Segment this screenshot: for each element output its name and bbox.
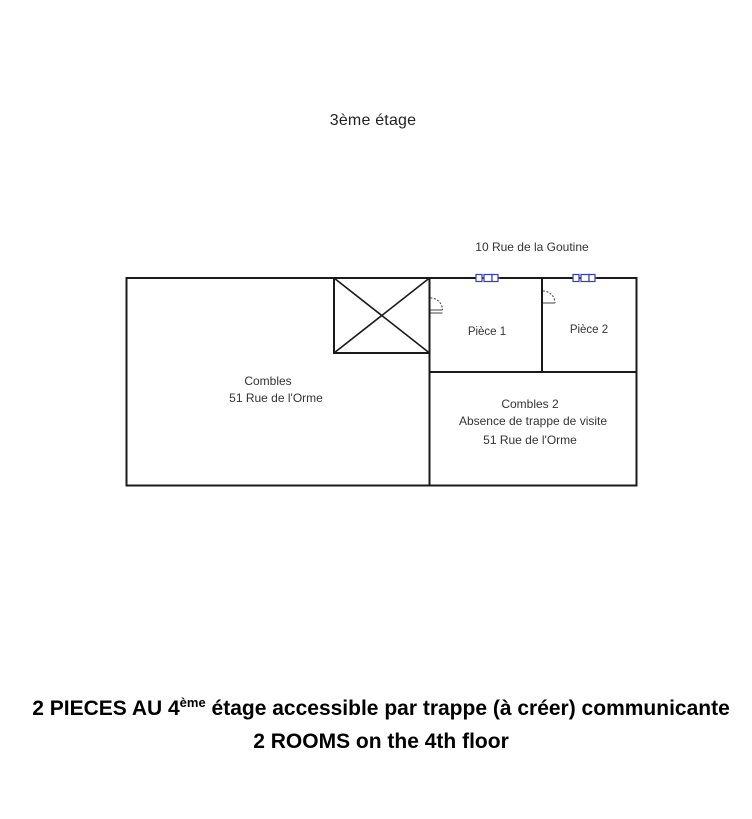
combles-label: Combles xyxy=(244,374,292,388)
stairwell xyxy=(334,278,430,353)
caption-french xyxy=(0,697,752,721)
outer-wall xyxy=(127,278,637,486)
caption-fr-superscript: ème xyxy=(179,695,206,710)
caption-fr-prefix: 2 PIECES AU 4 xyxy=(32,697,180,720)
door-piece1 xyxy=(431,298,443,313)
window-piece2 xyxy=(573,275,597,282)
door-piece2 xyxy=(543,291,555,303)
piece2-label: Pièce 2 xyxy=(569,324,609,336)
window-piece1 xyxy=(476,275,500,282)
combles2-address: 51 Rue de l'Orme xyxy=(483,433,577,447)
street-label: 10 Rue de la Goutine xyxy=(475,240,589,254)
piece1-label: Pièce 1 xyxy=(467,326,507,338)
caption-fr-suffix: étage accessible par trappe (à créer) communicante xyxy=(205,697,730,720)
floor-title: 3ème étage xyxy=(329,112,417,129)
combles2-note: Absence de trappe de visite xyxy=(458,414,608,428)
combles2-label: Combles 2 xyxy=(501,397,559,411)
combles-address: 51 Rue de l'Orme xyxy=(229,391,323,405)
caption-english: 2 ROOMS on the 4th floor xyxy=(253,730,509,753)
